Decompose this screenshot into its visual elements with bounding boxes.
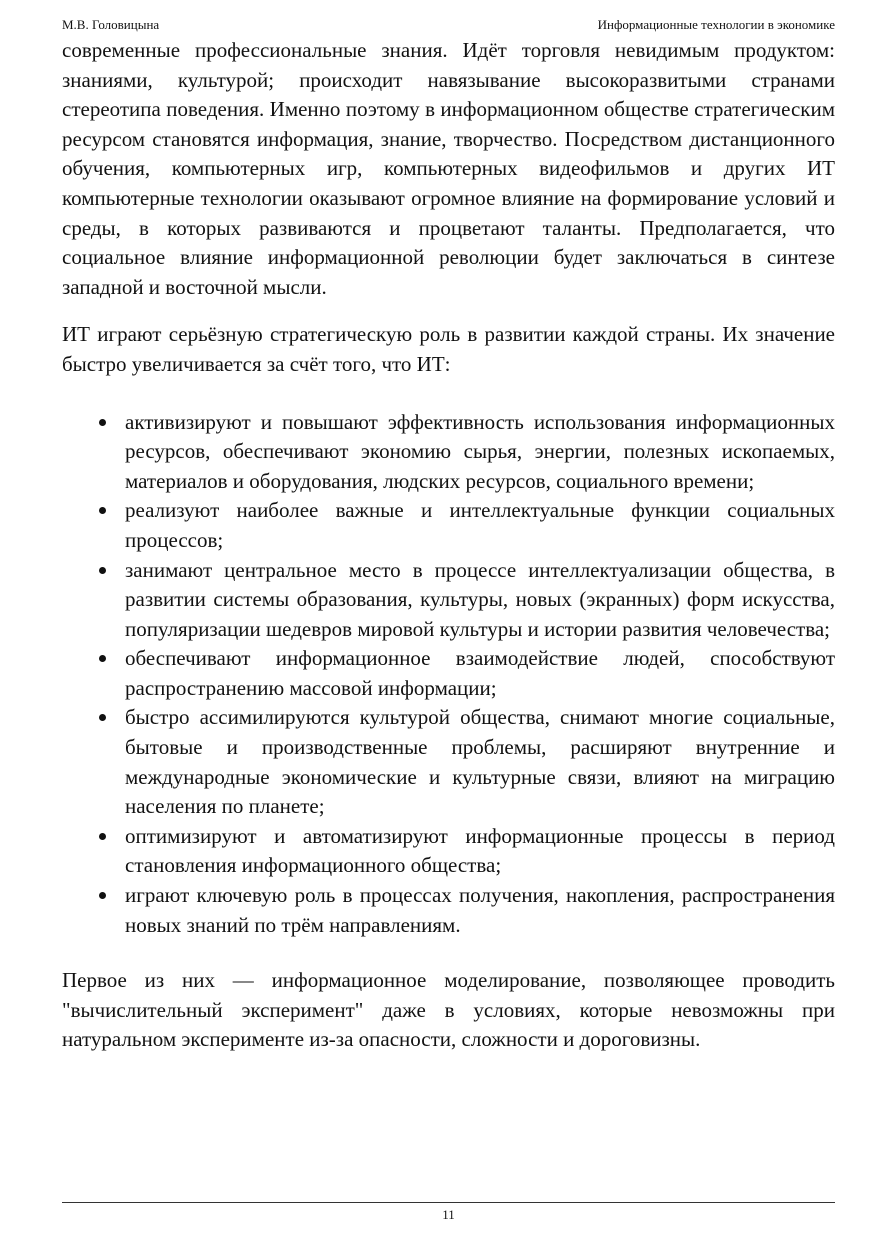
list-item-text: быстро ассимилируются культурой общества, снимают многие социальные, бытовые и производственные проблемы, расширяют внутренние и международные экономические и культурные связи, влияют на миграцию населения по планете; [125, 705, 835, 819]
list-item-text: играют ключевую роль в процессах получения, накопления, распространения новых знаний по трём направлениям. [125, 883, 835, 937]
list-item-text: активизируют и повышают эффективность использования информационных ресурсов, обеспечивают экономию сырья, энергии, полезных ископаемых, материалов и оборудования, людских ресурсов, социального времени; [125, 409, 835, 493]
list-item [62, 644, 835, 703]
bullet-list [62, 408, 835, 941]
list-item [62, 881, 835, 940]
running-header [62, 16, 835, 36]
bullet-icon [99, 892, 106, 899]
bullet-icon [99, 655, 106, 662]
list-item-text: реализуют наиболее важные и интеллектуальные функции социальных процессов; [125, 498, 835, 552]
footer-divider [62, 1202, 835, 1203]
bullet-icon [99, 833, 106, 840]
page-number: 11 [442, 1207, 455, 1222]
bullet-icon [99, 419, 106, 426]
header-title: Информационные технологии в экономике [597, 17, 835, 32]
list-item-text: обеспечивают информационное взаимодействие людей, способствуют распространению массовой информации; [125, 646, 835, 700]
list-item-text: занимают центральное место в процессе интеллектуализации общества, в развитии системы образования, культуры, новых (экранных) форм искусства, популяризации шедевров мировой культуры и истории развития человечества; [125, 557, 835, 641]
list-item [62, 822, 835, 881]
paragraph-it-role: ИТ играют серьёзную стратегическую роль в развитии каждой страны. Их значение быстро увеличивается за счёт того, что ИТ: [62, 322, 835, 376]
list-item [62, 496, 835, 555]
list-item [62, 703, 835, 821]
page-body [62, 36, 835, 1055]
bullet-icon [99, 714, 106, 721]
list-item [62, 408, 835, 497]
paragraph-modeling: Первое из них — информационное моделирование, позволяющее проводить "вычислительный эксперимент" даже в условиях, которые невозможны при натуральном эксперименте из-за опасности, сложности и дороговизны. [62, 968, 835, 1052]
bullet-icon [99, 567, 106, 574]
paragraph-continuation: современные профессиональные знания. Идёт торговля невидимым продуктом: знаниями, культурой; происходит навязывание высокоразвитыми странами стереотипа поведения. Именно поэтому в информационном обществе стратегическим ресурсом становятся информация, знание, творчество. Посредством дистанционного обучения, компьютерных игр, компьютерных видеофильмов и других ИТ компьютерные технологии оказывают огромное влияние на формирование условий и среды, в которых развиваются и процветают таланты. Предполагается, что социальное влияние информационной революции будет заключаться в синтезе западной и восточной мысли. [62, 38, 835, 299]
header-author: М.В. Головицына [62, 17, 160, 32]
bullet-icon [99, 507, 106, 514]
list-item-text: оптимизируют и автоматизируют информационные процессы в период становления информационного общества; [125, 823, 835, 878]
list-item [62, 556, 835, 645]
document-page [62, 0, 835, 1241]
